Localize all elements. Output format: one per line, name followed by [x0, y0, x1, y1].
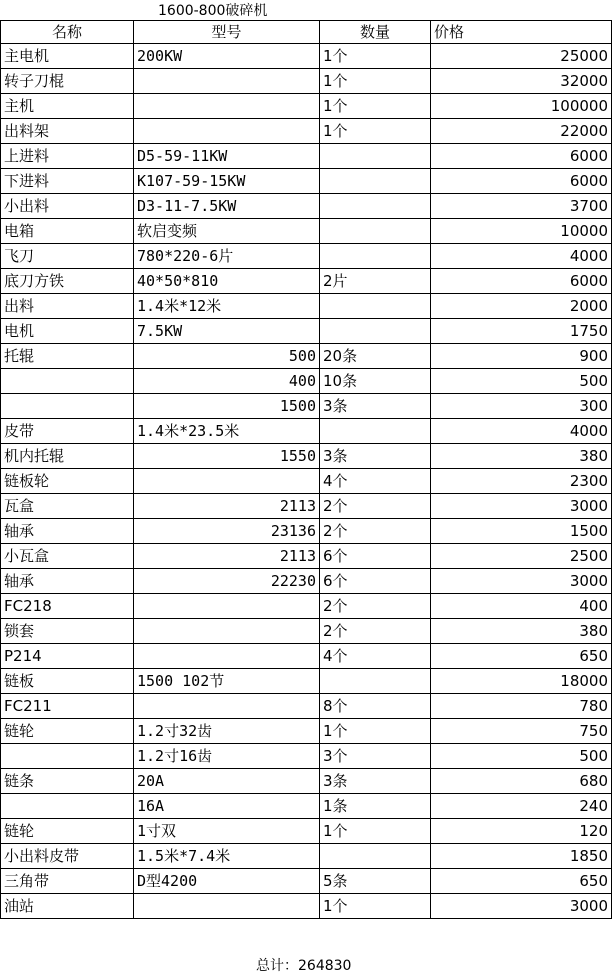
cell-name: 小瓦盒 [1, 544, 134, 569]
cell-model: 500 [134, 344, 320, 369]
header-price: 价格 [431, 21, 612, 44]
table-row [1, 619, 612, 644]
cell-price: 32000 [431, 69, 612, 94]
cell-qty [320, 144, 431, 169]
cell-price: 680 [431, 769, 612, 794]
cell-name: 主电机 [1, 44, 134, 69]
cell-name: 链条 [1, 769, 134, 794]
cell-name: 链板 [1, 669, 134, 694]
cell-price: 10000 [431, 219, 612, 244]
cell-qty: 3个 [320, 744, 431, 769]
table-row [1, 544, 612, 569]
cell-qty: 20条 [320, 344, 431, 369]
cell-model: 1550 [134, 444, 320, 469]
cell-name: 机内托辊 [1, 444, 134, 469]
cell-qty: 1个 [320, 119, 431, 144]
cell-name: 电机 [1, 319, 134, 344]
cell-price: 650 [431, 869, 612, 894]
table-row [1, 119, 612, 144]
cell-name: 瓦盒 [1, 494, 134, 519]
table-row [1, 819, 612, 844]
cell-price: 6000 [431, 269, 612, 294]
cell-qty: 3条 [320, 394, 431, 419]
cell-price: 650 [431, 644, 612, 669]
grand-total: 总计：264830 [256, 958, 352, 974]
cell-name: 链轮 [1, 819, 134, 844]
cell-model [134, 619, 320, 644]
cell-qty: 2个 [320, 519, 431, 544]
cell-name: 出料架 [1, 119, 134, 144]
cell-price: 3000 [431, 894, 612, 919]
cell-qty [320, 244, 431, 269]
cell-model [134, 594, 320, 619]
cell-price: 380 [431, 619, 612, 644]
table-row [1, 519, 612, 544]
cell-model: 1500 102节 [134, 669, 320, 694]
cell-name: 上进料 [1, 144, 134, 169]
table-row [1, 294, 612, 319]
cell-qty [320, 844, 431, 869]
cell-price: 2000 [431, 294, 612, 319]
cell-model [134, 119, 320, 144]
cell-name [1, 369, 134, 394]
header-name: 名称 [1, 21, 134, 44]
cell-name: 锁套 [1, 619, 134, 644]
cell-price: 500 [431, 369, 612, 394]
cell-price: 900 [431, 344, 612, 369]
cell-price: 6000 [431, 169, 612, 194]
cell-qty: 1个 [320, 94, 431, 119]
cell-name: 油站 [1, 894, 134, 919]
cell-qty: 2片 [320, 269, 431, 294]
cell-price: 120 [431, 819, 612, 844]
table-row [1, 419, 612, 444]
cell-qty [320, 319, 431, 344]
cell-qty [320, 669, 431, 694]
cell-price: 25000 [431, 44, 612, 69]
cell-name: FC218 [1, 594, 134, 619]
cell-price: 2500 [431, 544, 612, 569]
cell-price: 100000 [431, 94, 612, 119]
table-row [1, 719, 612, 744]
cell-model [134, 69, 320, 94]
cell-price: 2300 [431, 469, 612, 494]
cell-name: 电箱 [1, 219, 134, 244]
cell-qty [320, 169, 431, 194]
table-row [1, 194, 612, 219]
cell-model: 1.5米*7.4米 [134, 844, 320, 869]
cell-model [134, 894, 320, 919]
header-qty: 数量 [320, 21, 431, 44]
table-row [1, 669, 612, 694]
cell-price: 18000 [431, 669, 612, 694]
cell-model: 23136 [134, 519, 320, 544]
cell-price: 4000 [431, 244, 612, 269]
cell-price: 3000 [431, 569, 612, 594]
table-row [1, 94, 612, 119]
cell-qty: 6个 [320, 569, 431, 594]
cell-price: 780 [431, 694, 612, 719]
cell-price: 380 [431, 444, 612, 469]
cell-qty: 3条 [320, 444, 431, 469]
cell-qty: 2个 [320, 494, 431, 519]
cell-model: 软启变频 [134, 219, 320, 244]
cell-model [134, 94, 320, 119]
cell-name: 皮带 [1, 419, 134, 444]
cell-model [134, 694, 320, 719]
cell-qty: 10条 [320, 369, 431, 394]
cell-name: 轴承 [1, 519, 134, 544]
cell-price: 4000 [431, 419, 612, 444]
cell-price: 500 [431, 744, 612, 769]
cell-name: 托辊 [1, 344, 134, 369]
cell-model: 1.4米*12米 [134, 294, 320, 319]
cell-model: 1500 [134, 394, 320, 419]
cell-qty: 1个 [320, 44, 431, 69]
table-row [1, 244, 612, 269]
cell-model: 200KW [134, 44, 320, 69]
cell-price: 6000 [431, 144, 612, 169]
cell-price: 750 [431, 719, 612, 744]
table-row [1, 494, 612, 519]
table-row [1, 469, 612, 494]
table-row [1, 319, 612, 344]
cell-qty: 1个 [320, 819, 431, 844]
cell-qty: 2个 [320, 619, 431, 644]
cell-qty [320, 219, 431, 244]
cell-model [134, 644, 320, 669]
cell-model: 20A [134, 769, 320, 794]
parts-price-table [0, 20, 612, 919]
cell-price: 1500 [431, 519, 612, 544]
table-row [1, 144, 612, 169]
cell-name: 链轮 [1, 719, 134, 744]
table-row [1, 569, 612, 594]
cell-qty: 1个 [320, 69, 431, 94]
cell-model: 16A [134, 794, 320, 819]
header-model: 型号 [134, 21, 320, 44]
cell-qty: 6个 [320, 544, 431, 569]
cell-model: D3-11-7.5KW [134, 194, 320, 219]
cell-model: D5-59-11KW [134, 144, 320, 169]
cell-model: K107-59-15KW [134, 169, 320, 194]
cell-name: 飞刀 [1, 244, 134, 269]
cell-name: FC211 [1, 694, 134, 719]
cell-qty: 2个 [320, 594, 431, 619]
cell-qty: 4个 [320, 469, 431, 494]
table-row [1, 394, 612, 419]
table-row [1, 344, 612, 369]
table-row [1, 869, 612, 894]
cell-qty [320, 419, 431, 444]
table-row [1, 169, 612, 194]
cell-model: 1寸双 [134, 819, 320, 844]
cell-price: 1850 [431, 844, 612, 869]
table-row [1, 219, 612, 244]
cell-name: 出料 [1, 294, 134, 319]
cell-model: 40*50*810 [134, 269, 320, 294]
cell-qty: 3条 [320, 769, 431, 794]
cell-model: 1.4米*23.5米 [134, 419, 320, 444]
cell-qty [320, 294, 431, 319]
cell-name [1, 394, 134, 419]
table-row [1, 369, 612, 394]
table-row [1, 794, 612, 819]
cell-name: 小出料皮带 [1, 844, 134, 869]
cell-price: 1750 [431, 319, 612, 344]
cell-name: 轴承 [1, 569, 134, 594]
cell-price: 300 [431, 394, 612, 419]
cell-name: 底刀方铁 [1, 269, 134, 294]
table-row [1, 894, 612, 919]
cell-model: 1.2寸16齿 [134, 744, 320, 769]
cell-qty: 8个 [320, 694, 431, 719]
table-row [1, 769, 612, 794]
table-row [1, 269, 612, 294]
table-row [1, 444, 612, 469]
cell-name [1, 744, 134, 769]
cell-name: 链板轮 [1, 469, 134, 494]
cell-model: 400 [134, 369, 320, 394]
cell-price: 400 [431, 594, 612, 619]
cell-model [134, 469, 320, 494]
cell-name: 转子刀棍 [1, 69, 134, 94]
table-body [1, 44, 612, 919]
cell-name: 主机 [1, 94, 134, 119]
cell-model: 2113 [134, 544, 320, 569]
cell-name [1, 794, 134, 819]
table-row [1, 844, 612, 869]
table-row [1, 744, 612, 769]
table-row [1, 694, 612, 719]
cell-name: P214 [1, 644, 134, 669]
cell-price: 240 [431, 794, 612, 819]
cell-name: 下进料 [1, 169, 134, 194]
cell-model: 22230 [134, 569, 320, 594]
cell-model: D型4200 [134, 869, 320, 894]
cell-model: 780*220-6片 [134, 244, 320, 269]
cell-model: 1.2寸32齿 [134, 719, 320, 744]
cell-model: 7.5KW [134, 319, 320, 344]
cell-model: 2113 [134, 494, 320, 519]
cell-name: 三角带 [1, 869, 134, 894]
cell-qty: 1条 [320, 794, 431, 819]
cell-price: 3000 [431, 494, 612, 519]
cell-name: 小出料 [1, 194, 134, 219]
cell-qty: 5条 [320, 869, 431, 894]
header-row [1, 21, 612, 44]
cell-qty: 1个 [320, 894, 431, 919]
table-row [1, 44, 612, 69]
cell-qty: 4个 [320, 644, 431, 669]
table-row [1, 69, 612, 94]
cell-qty [320, 194, 431, 219]
table-row [1, 644, 612, 669]
table-row [1, 594, 612, 619]
cell-qty: 1个 [320, 719, 431, 744]
cell-price: 22000 [431, 119, 612, 144]
sheet-title: 1600-800破碎机 [158, 3, 268, 19]
cell-price: 3700 [431, 194, 612, 219]
